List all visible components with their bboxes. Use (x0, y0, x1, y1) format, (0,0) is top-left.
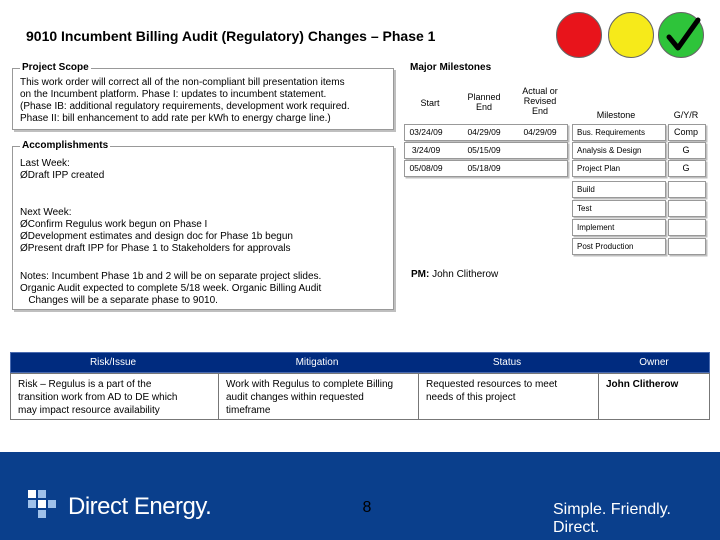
yellow-status-light-icon (608, 12, 654, 58)
notes-line: Notes: Incumbent Phase 1b and 2 will be on separate project slides. (20, 271, 322, 282)
milestone-status-box (668, 200, 706, 217)
column-divider (218, 373, 219, 420)
milestone-planned-cell: 05/15/09 (467, 145, 501, 155)
project-manager (411, 269, 498, 280)
brand-name: Direct Energy. (68, 493, 212, 520)
project-scope-text (20, 77, 386, 125)
milestone-name: Build (577, 185, 595, 194)
col-milestone-header: Milestone (596, 110, 636, 120)
page-number: 8 (362, 499, 372, 516)
next-week-item: ØDevelopment estimates and design doc for Phase 1b begun (20, 231, 293, 242)
column-divider (418, 373, 419, 420)
mitigation-line: audit changes within requested (226, 392, 364, 403)
milestone-start-cell: 03/24/09 (409, 127, 443, 137)
next-week-label: Next Week: (20, 207, 72, 218)
mitigation-cell (226, 378, 416, 417)
col-planned-end-header: Planned End (467, 92, 501, 112)
scope-line: Phase II: bill enhancement to add rate per kWh to energy charge line.) (20, 113, 331, 124)
last-week-item: ØDraft IPP created (20, 170, 105, 181)
risk-line: may impact resource availability (18, 405, 160, 416)
risk-issue-header: Risk/Issue (89, 357, 137, 368)
milestone-name: Bus. Requirements (577, 128, 646, 137)
milestone-name: Implement (577, 223, 615, 232)
milestone-start-cell: 05/08/09 (409, 163, 443, 173)
mitigation-header: Mitigation (295, 357, 339, 368)
milestone-status-box (668, 219, 706, 236)
status-cell (426, 378, 596, 404)
mitigation-line: timeframe (226, 405, 271, 416)
next-week-item: ØConfirm Regulus work begun on Phase I (20, 219, 208, 230)
milestone-name: Test (577, 204, 592, 213)
accomplishments-heading: Accomplishments (22, 140, 109, 151)
major-milestones-heading: Major Milestones (410, 62, 492, 73)
project-scope-heading: Project Scope (22, 62, 89, 73)
milestone-status-box (668, 238, 706, 255)
milestone-name: Analysis & Design (577, 146, 642, 155)
pm-label: PM: (411, 269, 430, 280)
milestone-actual-cell: 04/29/09 (523, 127, 557, 137)
checkmark-icon (663, 15, 703, 55)
pm-name: John Clitherow (432, 269, 499, 280)
milestone-status: Comp (673, 127, 698, 137)
last-week-block (20, 158, 390, 182)
mitigation-line: Work with Regulus to complete Billing (226, 379, 394, 390)
risk-line: Risk – Regulus is a part of the (18, 379, 152, 390)
col-gyr-header: G/Y/R (673, 110, 699, 120)
milestone-name: Project Plan (577, 164, 621, 173)
next-week-block (20, 207, 390, 255)
col-actual-end-header: Actual or Revised End (522, 86, 558, 116)
green-status-light-icon (658, 12, 704, 58)
milestone-status: G (682, 163, 690, 173)
last-week-label: Last Week: (20, 158, 70, 169)
milestone-start-cell: 3/24/09 (411, 145, 441, 155)
scope-line: This work order will correct all of the non-compliant bill presentation items (20, 77, 345, 88)
risk-cell (18, 378, 214, 417)
milestone-status-box (668, 181, 706, 198)
status-line: Requested resources to meet (426, 379, 558, 390)
status-header: Status (492, 357, 522, 368)
risk-line: transition work from AD to DE which (18, 392, 178, 403)
notes-line: Organic Audit expected to complete 5/18 week. Organic Billing Audit (20, 283, 322, 294)
page-title: 9010 Incumbent Billing Audit (Regulatory) Changes – Phase 1 (26, 28, 436, 44)
column-divider (598, 373, 599, 420)
milestone-planned-cell: 05/18/09 (467, 163, 501, 173)
col-start-header: Start (420, 98, 440, 108)
scope-line: (Phase IB: additional regulatory requirements, development work required. (20, 101, 350, 112)
milestone-status: G (682, 145, 690, 155)
direct-energy-logo-icon (26, 488, 60, 522)
tagline: Simple. Friendly. Direct. (553, 501, 671, 536)
status-line: needs of this project (426, 392, 516, 403)
owner-header: Owner (639, 357, 669, 368)
notes-line: Changes will be a separate phase to 9010. (20, 295, 218, 306)
next-week-item: ØPresent draft IPP for Phase 1 to Stakeholders for approvals (20, 243, 291, 254)
owner-cell: John Clitherow (606, 379, 679, 390)
notes-block (20, 271, 380, 307)
milestone-planned-cell: 04/29/09 (467, 127, 501, 137)
milestone-name: Post Production (577, 242, 634, 251)
red-status-light-icon (556, 12, 602, 58)
scope-line: on the Incumbent platform. Phase I: updates to incumbent statement. (20, 89, 327, 100)
